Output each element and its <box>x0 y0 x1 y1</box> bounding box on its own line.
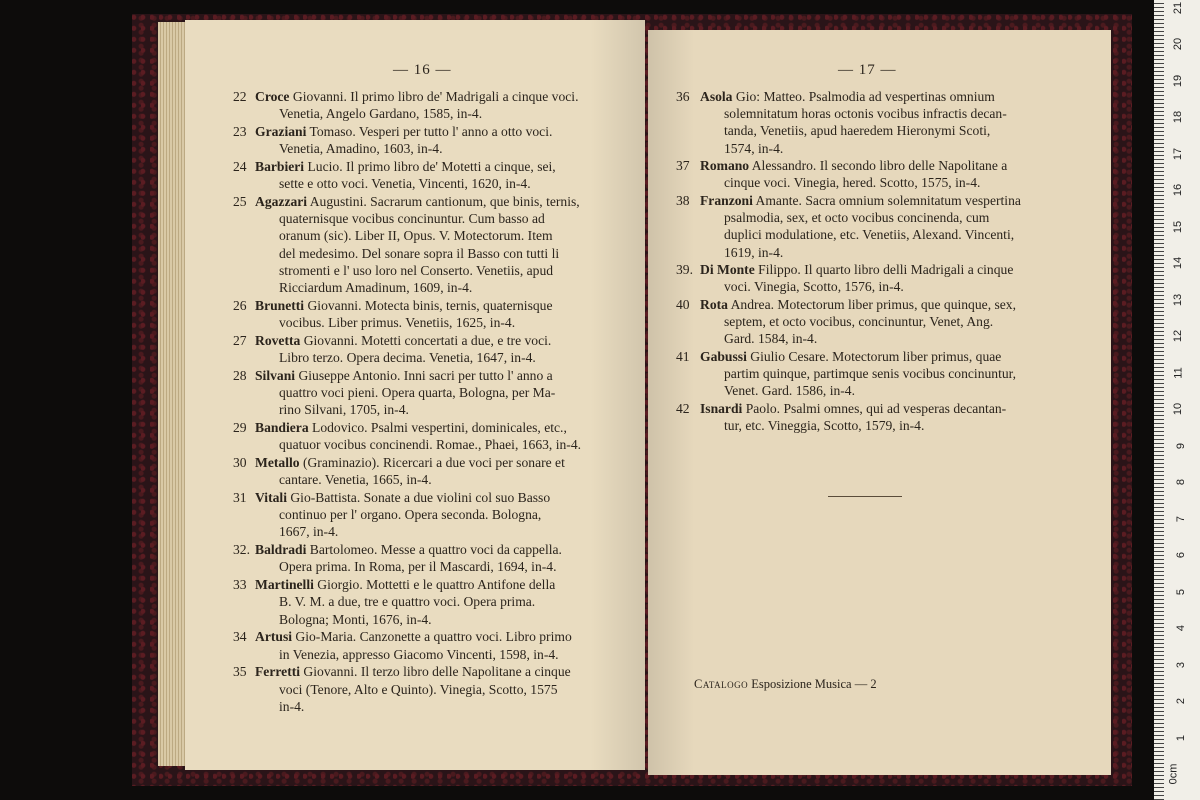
entry-line: tur, etc. Vineggia, Scotto, 1579, in-4. <box>724 418 925 434</box>
composer-name: Barbieri <box>255 159 305 174</box>
entry-line: del medesimo. Del sonare sopra il Basso con tutti li <box>279 245 560 261</box>
entry-first-line: Vitali Gio-Battista. Sonate a due violini col suo Basso <box>255 490 551 505</box>
composer-name: Artusi <box>255 629 293 645</box>
entry-number: 36 <box>676 89 690 104</box>
entry-line: duplici modulatione, etc. Venetiis, Alexand. Vincenti, <box>724 227 1015 243</box>
entry-number: 30 <box>233 455 247 470</box>
ruler-label: 7 <box>1174 515 1187 522</box>
ruler-label: 3 <box>1174 661 1187 668</box>
entry-first-line: Graziani Tomaso. Vesperi per tutto l' anno a otto voci. <box>255 124 553 139</box>
entry-number: 29 <box>233 420 247 435</box>
entry-first-line: Rovetta Giovanni. Motetti concertati a due, e tre voci. <box>255 332 552 348</box>
entry-line: Bologna; Monti, 1676, in-4. <box>279 611 432 627</box>
entry-first-line: Brunetti Giovanni. Motecta binis, ternis, quaternisque <box>255 297 553 313</box>
composer-name: Ferretti <box>255 664 301 680</box>
composer-name: Isnardi <box>700 401 743 416</box>
entry-number: 31 <box>233 490 247 505</box>
entry-number: 26 <box>233 297 247 313</box>
composer-name: Metallo <box>255 455 300 470</box>
ruler-label: 4 <box>1174 624 1187 632</box>
entry-line: Venetia, Angelo Gardano, 1585, in-4. <box>279 106 483 122</box>
entry-line: continuo per l' organo. Opera seconda. Bologna, <box>279 507 542 523</box>
entry-line: Venetia, Amadino, 1603, in-4. <box>279 141 443 157</box>
entry-number: 38 <box>676 193 690 208</box>
entry-line: 1667, in-4. <box>279 524 339 540</box>
entry-line: quatuor vocibus concinendi. Romae., Phaei, 1663, in-4. <box>279 437 582 453</box>
entry-line: oranum (sic). Liber II, Opus. V. Motectorum. Item <box>279 228 553 244</box>
entry-line: B. V. M. a due, tre e quattro voci. Opera prima. <box>279 594 536 610</box>
ruler-label: 19 <box>1171 74 1184 87</box>
entry-first-line: Barbieri Lucio. Il primo libro de' Motetti a cinque, sei, <box>255 159 556 174</box>
entry-first-line: Silvani Giuseppe Antonio. Inni sacri per tutto l' anno a <box>255 367 553 383</box>
entry-number: 33 <box>233 577 247 593</box>
ruler-label: 8 <box>1174 478 1187 486</box>
ruler-label: 12 <box>1171 329 1184 343</box>
entry-number: 42 <box>676 401 690 416</box>
entry-first-line: Croce Giovanni. Il primo libro de' Madrigali a cinque voci. <box>255 89 579 104</box>
ruler-label: 6 <box>1174 551 1187 559</box>
composer-name: Rovetta <box>255 332 301 348</box>
composer-name: Asola <box>700 89 733 104</box>
entry-first-line: Metallo (Graminazio). Ricercari a due voci per sonare et <box>255 455 565 470</box>
ruler-label: 18 <box>1171 110 1184 124</box>
entry-line: rino Silvani, 1705, in-4. <box>279 402 409 418</box>
right-page-number: — 17 — <box>838 62 897 78</box>
measuring-ruler <box>1154 0 1200 800</box>
entry-number: 37 <box>676 158 690 174</box>
ruler-label: 11 <box>1172 366 1185 379</box>
footer-catalog: Catalogo <box>694 677 749 691</box>
ruler-label: 2 <box>1174 697 1187 705</box>
ruler-label: 1 <box>1174 734 1187 741</box>
composer-name: Croce <box>255 89 290 104</box>
composer-name: Di Monte <box>700 262 755 278</box>
entry-first-line: Di Monte Filippo. Il quarto libro delli Madrigali a cinque <box>700 262 1014 278</box>
entry-first-line: Martinelli Giorgio. Mottetti e le quattro Antifone della <box>255 577 556 593</box>
ruler-label: 14 <box>1171 256 1184 270</box>
entry-first-line: Asola Gio: Matteo. Psalmodia ad vespertinas omnium <box>700 89 995 104</box>
entry-first-line: Bandiera Lodovico. Psalmi vespertini, dominicales, etc., <box>255 420 567 435</box>
entry-line: Gard. 1584, in-4. <box>724 331 818 347</box>
entry-first-line: Rota Andrea. Motectorum liber primus, que quinque, sex, <box>700 297 1017 312</box>
entry-line: Ricciardum Amadinum, 1609, in-4. <box>279 280 473 296</box>
composer-name: Gabussi <box>700 349 747 364</box>
entry-line: psalmodia, sex, et octo vocibus concinenda, cum <box>724 210 990 226</box>
entry-first-line: Agazzari Augustini. Sacrarum cantionum, que binis, ternis, <box>255 194 580 209</box>
footer-text: Esposizione Musica — 2 <box>751 677 877 691</box>
entry-line: partim quinque, partimque senis vocibus concinuntur, <box>724 366 1017 382</box>
entry-line: 1619, in-4. <box>724 244 784 260</box>
entry-number: 34 <box>233 629 247 645</box>
composer-name: Franzoni <box>700 193 753 208</box>
ruler-label: 15 <box>1171 220 1184 233</box>
entry-number: 39. <box>676 262 693 278</box>
entry-line: quattro voci pieni. Opera quarta, Bologna, per Ma- <box>279 385 556 400</box>
entry-number: 22 <box>233 89 247 104</box>
entry-line: 1574, in-4. <box>724 140 784 156</box>
entry-number: 32. <box>233 542 250 558</box>
entry-number: 27 <box>233 332 247 348</box>
entry-first-line: Romano Alessandro. Il secondo libro delle Napolitane a <box>700 158 1008 174</box>
entry-first-line: Franzoni Amante. Sacra omnium solemnitatum vespertina <box>700 193 1021 208</box>
composer-name: Graziani <box>255 124 307 139</box>
entry-line: tanda, Venetiis, apud haeredem Hieronymi Scoti, <box>724 123 991 139</box>
entry-first-line: Artusi Gio-Maria. Canzonette a quattro voci. Libro primo <box>255 629 572 645</box>
entry-line: vocibus. Liber primus. Venetiis, 1625, in-4. <box>279 315 516 330</box>
entry-number: 40 <box>676 297 690 312</box>
entry-line: voci. Vinegia, Scotto, 1576, in-4. <box>724 279 904 295</box>
left-page-number: — 16 — <box>393 62 452 78</box>
composer-name: Bandiera <box>255 420 309 435</box>
entry-number: 41 <box>676 349 690 364</box>
entry-line: quaternisque vocibus concinuntur. Cum basso ad <box>279 211 545 227</box>
composer-name: Agazzari <box>255 194 308 209</box>
ruler-label: 5 <box>1174 588 1187 595</box>
entry-line: septem, et octo vocibus, concinuntur, Venet, Ang. <box>724 314 994 330</box>
ruler-label: 13 <box>1171 293 1184 306</box>
ruler-label: 20 <box>1171 37 1184 51</box>
entry-line: Opera prima. In Roma, per il Mascardi, 1694, in-4. <box>279 559 557 575</box>
entry-line: in-4. <box>279 698 305 714</box>
composer-name: Silvani <box>255 367 296 383</box>
entry-line: in Venezia, appresso Giacomo Vincenti, 1598, in-4. <box>279 646 559 662</box>
ruler-label: 9 <box>1174 442 1187 449</box>
entry-line: sette e otto voci. Venetia, Vincenti, 1620, in-4. <box>279 176 531 192</box>
composer-name: Martinelli <box>255 577 314 593</box>
ruler-label: 16 <box>1171 183 1184 197</box>
right-page <box>648 30 1111 775</box>
entry-number: 25 <box>233 194 247 209</box>
entry-first-line: Gabussi Giulio Cesare. Motectorum liber primus, quae <box>700 349 1002 364</box>
ruler-label: 17 <box>1171 147 1184 160</box>
left-page <box>185 20 645 770</box>
entry-line: cantare. Venetia, 1665, in-4. <box>279 472 432 488</box>
entry-line: cinque voci. Vinegia, hered. Scotto, 1575, in-4. <box>724 175 981 191</box>
ruler-label: 10 <box>1171 402 1184 416</box>
entry-number: 23 <box>233 124 247 139</box>
composer-name: Vitali <box>255 490 287 505</box>
entry-number: 35 <box>233 664 247 680</box>
entry-first-line: Isnardi Paolo. Psalmi omnes, qui ad vesperas decantan- <box>700 401 1007 416</box>
entry-line: solemnitatum horas octonis vocibus infractis decan- <box>724 106 1007 122</box>
composer-name: Romano <box>700 158 750 174</box>
entry-first-line: Baldradi Bartolomeo. Messe a quattro voci da cappella. <box>255 542 562 558</box>
entry-line: Venet. Gard. 1586, in-4. <box>724 383 855 399</box>
entry-line: voci (Tenore, Alto e Quinto). Vinegia, Scotto, 1575 <box>279 681 558 697</box>
page-footer <box>694 677 877 692</box>
separator-rule <box>828 496 902 497</box>
composer-name: Brunetti <box>255 297 305 313</box>
entry-number: 24 <box>233 159 247 174</box>
composer-name: Baldradi <box>255 542 307 558</box>
entry-first-line: Ferretti Giovanni. Il terzo libro delle Napolitane a cinque <box>255 664 571 680</box>
entry-number: 28 <box>233 367 247 383</box>
entry-line: Libro terzo. Opera decima. Venetia, 1647, in-4. <box>279 350 536 365</box>
ruler-label: 21 <box>1171 1 1184 14</box>
ruler-label: 0cm <box>1167 763 1180 785</box>
entry-line: stromenti e l' uso loro nel Conserto. Venetiis, apud <box>279 262 554 278</box>
composer-name: Rota <box>700 297 728 312</box>
